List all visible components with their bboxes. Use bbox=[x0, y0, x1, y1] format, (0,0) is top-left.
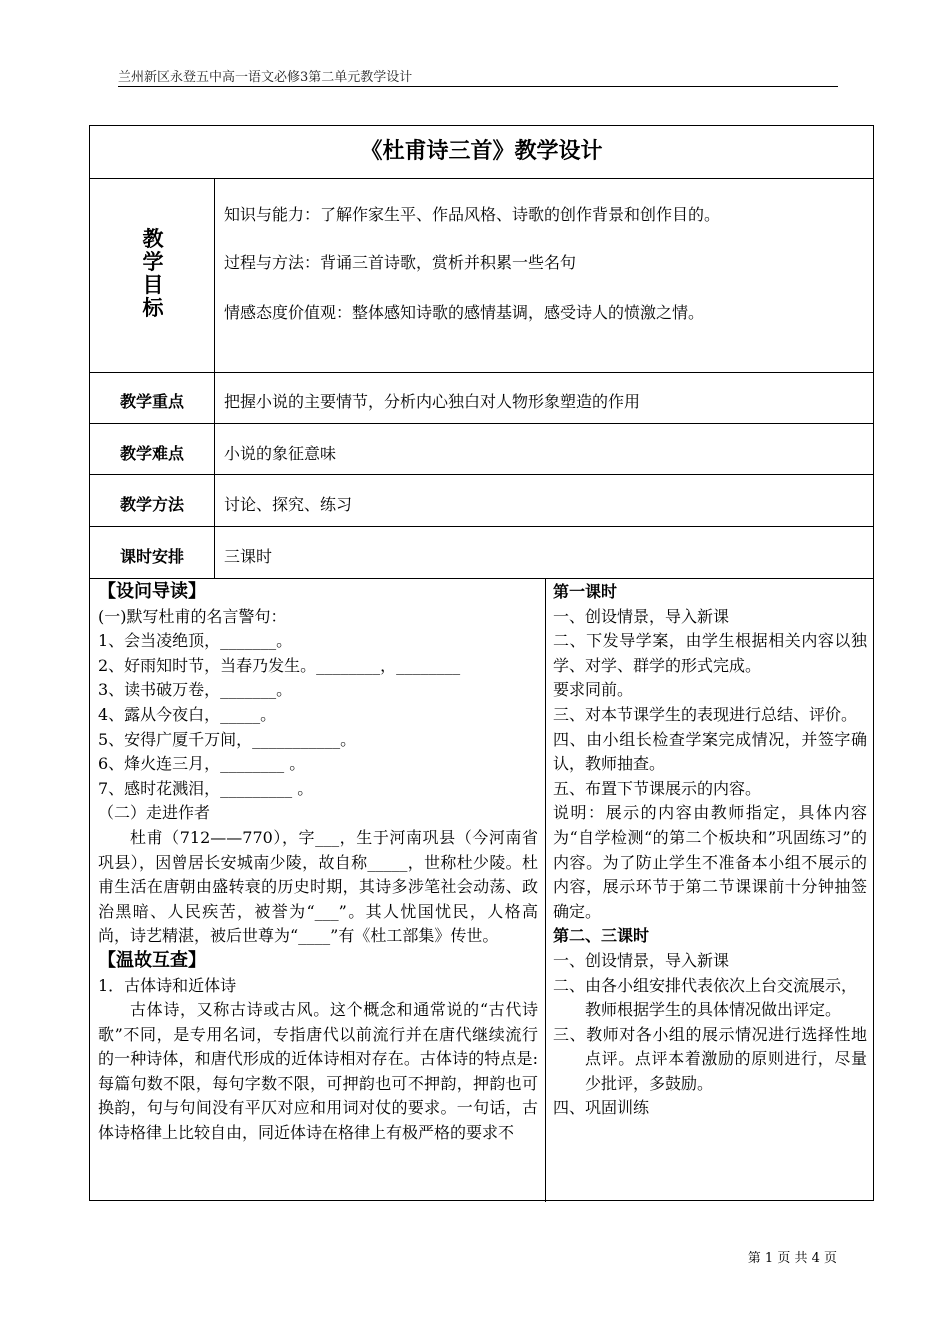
subheading: 1．古体诗和近体诗 bbox=[98, 975, 237, 995]
divider bbox=[90, 526, 873, 527]
lesson-heading: 第二、三课时 bbox=[553, 926, 650, 946]
subheading: (一)默写杜甫的名言警句： bbox=[98, 606, 287, 626]
divider bbox=[90, 178, 873, 179]
objective-knowledge: 知识与能力：了解作家生平、作品风格、诗歌的创作背景和创作目的。 bbox=[224, 205, 721, 224]
page-header: 兰州新区永登五中高一语文必修3第二单元教学设计 bbox=[118, 70, 413, 85]
divider bbox=[90, 372, 873, 373]
ancient-poetry-paragraph: 古体诗，又称古诗或古风。这个概念和通常说的“古代诗歌”不同，是专用名词，专指唐代以前流行并在唐代继续流行的一种诗体，和唐代形成的近体诗相对存在。古体诗的特点是:每篇句数不限，每句字数不限，可押韵也可不押韵，押韵也可换韵，句与句间没有平仄对应和用词对仗的要求。一句话，古体诗格律上比较自由，同近体诗在格律上有极严格的要求不 bbox=[98, 1000, 538, 1143]
lesson-step: 四、巩固训练 bbox=[553, 1098, 650, 1118]
key-point-label: 教学重点 bbox=[119, 392, 184, 411]
method-label: 教学方法 bbox=[119, 495, 184, 514]
lesson-step: 二、由各小组安排代表依次上台交流展示， bbox=[553, 975, 858, 995]
right-column bbox=[553, 580, 867, 1121]
document-title: 《杜甫诗三首》教学设计 bbox=[360, 139, 603, 164]
section-heading: 【设问导读】 bbox=[98, 581, 206, 602]
fill-blank-item: 6、烽火连三月，________ 。 bbox=[98, 754, 306, 774]
lesson-step: 要求同前。 bbox=[553, 680, 634, 700]
lesson-plan-table bbox=[89, 125, 874, 1201]
divider bbox=[90, 474, 873, 475]
objectives-label: 教学目标 bbox=[142, 227, 164, 320]
schedule-value: 三课时 bbox=[224, 547, 273, 566]
lesson-step: 教师根据学生的具体情况做出评定。 bbox=[585, 1000, 842, 1020]
lesson-step: 四、由小组长检查学案完成情况，并签字确认，教师抽查。 bbox=[553, 729, 867, 774]
lesson-step: 三、教师对各小组的展示情况进行选择性地点评。点评本着激励的原则进行，尽量少批评，多鼓励。 bbox=[553, 1024, 867, 1093]
lesson-note: 说明：展示的内容由教师指定，具体内容为“自学检测“的第二个板块和”巩固练习”的内容。为了防止学生不准备本小组不展示的内容，展示环节于第二节课课前十分钟抽签确定。 bbox=[553, 803, 867, 921]
subheading: （二）走进作者 bbox=[98, 803, 211, 823]
lesson-step: 二、下发导学案，由学生根据相关内容以独学、对学、群学的形式完成。 bbox=[553, 631, 867, 675]
objective-emotion: 情感态度价值观：整体感知诗歌的感情基调，感受诗人的愤激之情。 bbox=[224, 303, 705, 322]
schedule-label: 课时安排 bbox=[119, 547, 184, 566]
fill-blank-item: 2、好雨知时节，当春乃发生。________，________ bbox=[98, 655, 461, 675]
lesson-step: 一、创设情景，导入新课 bbox=[553, 950, 730, 970]
fill-blank-item: 3、读书破万卷，_______。 bbox=[98, 680, 293, 700]
section-heading: 【温故互查】 bbox=[98, 949, 206, 971]
difficulty-value: 小说的象征意味 bbox=[224, 444, 337, 463]
lesson-step: 三、对本节课学生的表现进行总结、评价。 bbox=[553, 704, 858, 724]
lesson-heading: 第一课时 bbox=[553, 582, 618, 601]
label-column-divider bbox=[214, 178, 215, 578]
column-divider bbox=[545, 578, 546, 1202]
fill-blank-item: 7、感时花溅泪，_________ 。 bbox=[98, 778, 314, 798]
header-rule bbox=[118, 86, 838, 87]
lesson-step: 五、布置下节课展示的内容。 bbox=[553, 778, 762, 798]
key-point-value: 把握小说的主要情节，分析内心独白对人物形象塑造的作用 bbox=[224, 392, 641, 411]
divider bbox=[90, 578, 873, 579]
difficulty-label: 教学难点 bbox=[119, 444, 184, 463]
fill-blank-item: 5、安得广厦千万间，___________。 bbox=[98, 729, 357, 749]
left-column bbox=[98, 580, 538, 1146]
fill-blank-item: 4、露从今夜白，_____。 bbox=[98, 704, 277, 724]
objective-process: 过程与方法：背诵三首诗歌，赏析并积累一些名句 bbox=[224, 253, 577, 272]
method-value: 讨论、探究、练习 bbox=[224, 495, 353, 514]
divider bbox=[90, 423, 873, 424]
fill-blank-item: 1、会当凌绝顶，_______。 bbox=[98, 631, 293, 651]
lesson-step: 一、创设情景，导入新课 bbox=[553, 606, 730, 626]
author-paragraph: 杜甫（712——770），字___，生于河南巩县（今河南省巩县），因曾居长安城南少陵，故自称_____，世称杜少陵。杜甫生活在唐朝由盛转衰的历史时期，其诗多涉笔社会动荡、政治黑暗、人民疾苦，被誉为“___”。其人忧国忧民，人格高尚，诗艺精湛，被后世尊为“____”有《杜工部集》传世。 bbox=[98, 827, 538, 946]
page-footer: 第 1 页 共 4 页 bbox=[747, 1251, 837, 1266]
